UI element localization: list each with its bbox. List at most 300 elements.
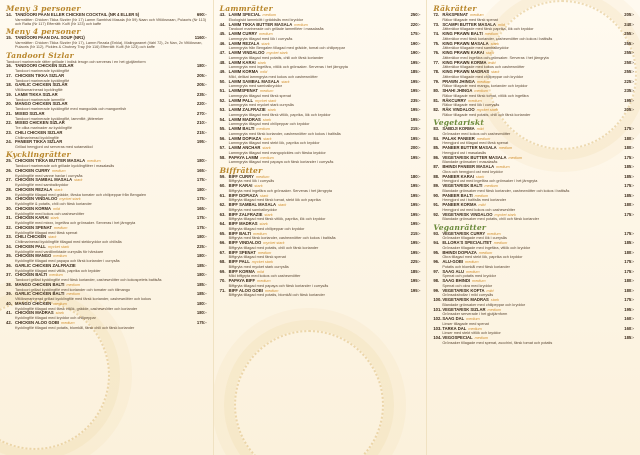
menu-column-left: [0, 0, 213, 455]
item-price: 215:-: [196, 129, 207, 135]
item-number: 43.: [219, 12, 226, 17]
item-name: BIFF SPENAT: [228, 249, 256, 255]
item-description: Jätteräkor tillagade med chilipeppar och kryddor: [442, 74, 524, 79]
item-number: 27.: [6, 177, 12, 183]
item-description: Linser tillagade med spenat: [442, 321, 489, 326]
spice-level: medium: [66, 292, 80, 297]
spice-level: medium: [474, 336, 489, 340]
item-number: 35.: [6, 253, 12, 259]
spice-level: mycket stark: [494, 212, 516, 217]
item-price: 195:-: [410, 192, 421, 198]
menu-item: [220, 89, 421, 98]
item-number: 39.: [6, 291, 12, 297]
spice-level: medium: [474, 193, 489, 198]
item-price: 235:-: [410, 97, 421, 103]
item-number: 83.: [433, 126, 440, 131]
menu-item: [6, 36, 207, 49]
item-number: 92.: [433, 211, 440, 217]
item-price: 160:-: [624, 316, 635, 321]
spice-level: stark: [55, 311, 64, 316]
item-description: Grönsaker med kokos och cashewnötter: [442, 131, 511, 136]
item-description: Lammgryta tillagad med potatis, chili och färsk koriander: [228, 55, 324, 60]
item-price: 270:-: [196, 110, 207, 116]
menu-item: [433, 89, 634, 98]
spice-level: stark: [259, 222, 268, 226]
section-title: Veganrätter: [433, 222, 487, 232]
item-name: VEGETARISK SIZLAR: [442, 306, 486, 312]
item-description: Tandoori grillad kycklingfilé med färsk koriander, cashewnötter och kokospelets baltisås: [15, 278, 162, 283]
spice-level: medium: [257, 250, 272, 255]
item-price: 250:-: [410, 12, 421, 17]
item-name: PANEER TIKKA SIZLAR: [15, 139, 63, 145]
item-description: Varmrätter: Chicken Tikka Sizzler (Nr 17), Lamm Rezala (Enkla), Malingaranet (Vahl 72), 2x Nan, 2x Vitlöksnan, Pulaoris (Nr 112), Pickles & Chutney Tray (Nr 116) Efterrätt: Kulfi (Nr 123) och kaffe: [15, 41, 203, 50]
item-name: CHICKEN TIKKA BUTTER MASALA: [15, 158, 86, 164]
item-number: 28.: [6, 186, 12, 192]
item-number: 31.: [6, 215, 12, 221]
item-number: 76.: [433, 50, 440, 55]
item-number: 38.: [6, 281, 12, 287]
item-price: 235:-: [196, 91, 207, 97]
item-description: Biffgryta tillagad med potatis, chili och färsk koriander: [228, 245, 319, 250]
spice-level: medium: [49, 273, 63, 278]
spice-level: stark: [475, 174, 485, 179]
item-name: PAPAYA BIFF: [228, 278, 256, 283]
spice-level: stark: [74, 178, 83, 183]
menu-item: [433, 146, 634, 155]
item-name: BIFF CURRY: [228, 173, 254, 179]
item-name: VEGETARISK MADRAS: [442, 297, 489, 302]
spice-level: medium: [465, 260, 479, 264]
item-description: Lammgryta tillagad med stekt lök, paprika och kryddor: [228, 141, 320, 146]
item-number: 95.: [433, 249, 440, 255]
item-description: Grönsaker tillagade med ingefära, vitlök och kryddor: [442, 245, 531, 250]
spice-level: medium: [476, 79, 491, 84]
menu-column-middle: [213, 0, 427, 455]
item-description: Jätteräkor tillagade med sambalkryddor: [442, 46, 509, 51]
spice-level: medium: [470, 13, 484, 17]
item-number: 44.: [219, 21, 226, 27]
item-price: 195:-: [410, 116, 421, 122]
item-price: 195:-: [410, 240, 421, 245]
item-number: 93.: [433, 230, 440, 236]
item-name: KING PRAWN MASALA: [442, 40, 489, 46]
spice-level: medium: [259, 89, 274, 93]
item-description: Tandoori marinerade och grillade kycklingfiléer i masalasås: [15, 164, 115, 169]
menu-item: [220, 222, 421, 231]
item-name: RÄKCURRY: [442, 97, 467, 103]
menu-item: [433, 70, 634, 79]
item-number: 22.: [6, 120, 12, 126]
item-price: 180:-: [196, 158, 207, 164]
item-description: Räkor tillagade med lök i currysås: [442, 103, 500, 108]
item-price: 195:-: [624, 97, 635, 103]
item-name: KING PRAWN MADRAS: [442, 69, 490, 74]
item-name: LAMM KARAI: [228, 59, 256, 65]
item-name: CHICKEN KARAI: [15, 215, 49, 221]
item-number: 46.: [219, 40, 226, 46]
item-description: Tandoori marinerade kycklingfilé: [15, 69, 70, 74]
item-description: Jätteräkor med färsk koriander, cashewnötter och kokos i baltisås: [442, 36, 553, 41]
item-name: CHICKEN MANGO: [15, 253, 52, 259]
spice-level: medium: [53, 254, 67, 259]
item-description: Lammgryta tillagad med mangopickles och färska kryddor: [228, 150, 326, 155]
item-description: Lammgryta tillagad med lök i currysås: [228, 36, 293, 41]
item-name: PANEER BUTTER MASALA: [442, 145, 497, 150]
item-number: 73.: [433, 21, 440, 27]
item-description: Biffgryta med lök i currysås: [228, 179, 275, 184]
item-number: 94.: [433, 240, 440, 245]
item-description: Tandoori marinerade kycklingfilé, lammfilé, jättereker: [15, 116, 104, 121]
spice-level: mild: [497, 22, 505, 27]
item-price: 195:-: [410, 59, 421, 65]
menu-item: [220, 32, 421, 41]
item-number: 70.: [219, 278, 226, 283]
item-name: SAAG DAL: [442, 316, 465, 321]
spice-level: stark: [259, 193, 269, 198]
item-description: Vitlöksmarinerad grillad kycklingfilé med färsk koriander, cashewnötter och kokos: [15, 297, 152, 302]
item-price: 690:-: [196, 12, 207, 17]
spice-level: mild: [53, 206, 61, 211]
item-description: Blandade grönsaker med färsk koriander, cashewnötter och kokos i baltisås: [442, 188, 570, 193]
item-description: Lammgryta från Bengalen tillagad med grädde, tomat och chilipeppar: [228, 46, 345, 51]
item-price: 180:-: [196, 310, 207, 316]
menu-item: [433, 13, 634, 22]
item-description: Kycklingfilé med sambalkryddor: [15, 183, 69, 188]
item-number: 62.: [219, 202, 226, 207]
item-price: 255:-: [624, 50, 635, 55]
item-name: CHICKEN MADRAS: [15, 310, 54, 316]
item-name: SABDJI KORMA: [442, 126, 475, 131]
item-number: 91.: [433, 202, 440, 207]
item-name: LAMM VINDALOO: [228, 50, 265, 55]
item-name: GARLIC CHICKEN ZALFRAZIE: [15, 262, 76, 268]
item-description: Okra och hemgjord ost med kryddor: [442, 169, 503, 174]
item-name: BHINDI PANEER MASALA: [442, 164, 495, 169]
menu-item: [433, 32, 634, 41]
item-price: 190:-: [410, 50, 421, 55]
item-description: Okra tillagad med stekt lök, paprika och kryddor: [442, 255, 523, 260]
item-name: VEGOSPECIAL: [442, 335, 473, 340]
spice-level: stark: [50, 216, 59, 221]
item-description: Kycklingfilé tillagad med grädde, färska tomater och chilipeppar från Bengalen: [15, 192, 147, 197]
item-price: 160:-: [624, 325, 635, 331]
spice-level: medium: [87, 159, 101, 164]
item-price: 175:-: [624, 126, 635, 131]
item-description: Jätteräkor med ingefära och grönsaker. Serveras i het järngryta: [442, 55, 549, 60]
item-description: Tandoori marinerade och grillade lammfiléer i masalasås: [228, 27, 324, 32]
item-price: 195:-: [410, 287, 421, 293]
section-title: Biffrätter: [219, 165, 263, 175]
item-price: 1160:-: [194, 35, 207, 41]
item-name: LAMM MADRAS: [228, 116, 261, 122]
item-name: BIFF KARAI: [228, 183, 253, 188]
item-price: 175:-: [196, 177, 207, 183]
spice-level: mild: [486, 288, 494, 293]
item-description: Ekologiskt lammkött i gräddsås med kryddor: [228, 17, 304, 22]
item-number: 50.: [219, 78, 226, 84]
item-price: 185:-: [624, 335, 635, 340]
item-description: Tandoori marinerade kycklingfilé: [15, 78, 70, 83]
item-number: 14.: [6, 12, 12, 17]
item-price: 225:-: [196, 243, 207, 249]
spice-level: mycket stark: [59, 197, 81, 202]
item-description: Spenat och potatis med kryddor: [442, 274, 496, 279]
item-number: 25.: [6, 158, 12, 164]
item-name: MIXED CHICKEN SIZLAR: [15, 120, 65, 126]
item-price: 180:-: [196, 272, 207, 278]
item-description: Linser med stekt vitlök och kryddor: [442, 331, 501, 336]
spice-level: medium: [61, 320, 75, 325]
item-name: KING PRAWN KARAI: [442, 50, 484, 55]
item-price: 165:-: [196, 205, 207, 211]
item-name: ELLORA'S SPECIALITET: [442, 240, 492, 245]
spice-level: stark: [278, 203, 287, 207]
item-number: 26.: [6, 167, 12, 173]
item-description: Blandade grönsaker med chilipeppar och kryddor: [442, 302, 526, 307]
spice-level: mycket stark: [47, 244, 70, 249]
item-description: Lammgryta med färsk koriander, cashewnötter och kokos i baltisås: [228, 131, 341, 136]
item-name: CHILI CHICKEN SIZLAR: [15, 129, 63, 135]
item-price: 225:-: [410, 259, 421, 264]
item-number: 101.: [433, 306, 442, 312]
item-description: Hemgjord ost med ingefära och grönsaker i het järngryta: [442, 179, 538, 184]
item-description: Tre olika marinader av kycklingfilé: [15, 126, 73, 131]
item-name: CHICKEN KORMA: [15, 205, 52, 211]
item-description: Grönsaker tillagade med spenat, zucchini, färsk tomat och potatis: [442, 340, 553, 345]
item-price: 250:-: [624, 59, 635, 65]
item-number: 53.: [219, 107, 226, 112]
spice-level: medium: [487, 231, 501, 236]
item-description: Kycklingfilé tillagad med färsk spenat: [15, 230, 78, 235]
item-name: LAMM TIKKA SIZLAR: [15, 91, 58, 97]
item-number: 41.: [6, 310, 12, 316]
spice-level: mycket stark: [266, 51, 288, 55]
item-name: BIFF ALOO GOBI: [228, 287, 263, 293]
item-price: 175:-: [624, 268, 635, 274]
item-number: 90.: [433, 192, 440, 198]
item-description: Tandoori grillad kycklingfilé med koriander och tomater och tillmango: [15, 287, 131, 292]
item-price: 175:-: [410, 31, 421, 36]
item-description: Räkor tillagade med färsk tomat, vitlök och ingefära: [442, 93, 529, 98]
item-name: BHINDI DOPIAZA: [442, 249, 477, 255]
item-number: 68.: [219, 259, 226, 264]
item-number: 42.: [6, 319, 12, 325]
menu-item: [433, 184, 634, 193]
menu-item: [6, 321, 207, 330]
spice-level: medium: [257, 279, 271, 283]
menu-item: [433, 251, 634, 260]
menu-item: [220, 241, 421, 250]
item-name: BIFF BALTI: [228, 230, 252, 236]
spice-level: mild: [256, 269, 264, 274]
item-number: 59.: [219, 173, 226, 179]
item-price: 185:-: [196, 291, 207, 297]
section-title: Meny 4 personer: [6, 27, 81, 37]
spice-level: medium: [53, 225, 68, 230]
item-number: 24.: [6, 139, 12, 145]
mandala-ornament: [234, 330, 384, 455]
item-number: 81.: [433, 97, 440, 103]
menu-item: [220, 203, 421, 212]
spice-level: stark: [264, 212, 273, 217]
item-description: Kycklingfilé tillagad med vitlök, paprika och krydder: [15, 268, 101, 273]
item-number: 45.: [219, 31, 226, 36]
item-price: 195:-: [410, 249, 421, 255]
item-name: LAMM SAMBAL MASALA: [228, 78, 280, 84]
menu-item: [220, 70, 421, 79]
item-name: LAMM KORMA: [228, 69, 259, 74]
menu-item: [220, 51, 421, 60]
item-description: Biffgryta tillagad med chilipeppar och kryddor: [228, 226, 305, 231]
menu-item: [220, 279, 421, 288]
item-description: Mild, delikat lammgryta med kokos och cashewnötter: [228, 74, 318, 79]
item-price: 255:-: [624, 40, 635, 46]
item-number: 40.: [6, 300, 12, 306]
item-price: 175:-: [196, 319, 207, 325]
item-number: 96.: [433, 259, 440, 264]
spice-level: medium: [466, 317, 480, 321]
item-number: 104.: [433, 335, 442, 340]
item-price: 180:-: [196, 186, 207, 192]
item-name: MANGO CHICKEN: [15, 300, 52, 306]
item-number: 66.: [219, 240, 226, 245]
item-number: 72.: [433, 12, 440, 17]
item-description: Grönsaker tillagade med lök i currysås: [442, 236, 507, 241]
spice-level: stark: [486, 51, 495, 55]
item-name: CHICKEN TIKKA SIZLAR: [15, 72, 65, 78]
item-number: 99.: [433, 287, 440, 293]
spice-level: mild: [488, 60, 496, 65]
item-number: 58.: [219, 154, 226, 160]
item-number: 63.: [219, 211, 226, 217]
item-description: Kycklingfilé tillagad med potatis, blomkål, färsk chili och färsk koriander: [15, 325, 135, 330]
item-price: 175:-: [624, 211, 635, 217]
spice-level: mild: [476, 127, 484, 131]
item-name: BIFF MADRAS: [228, 221, 258, 226]
spice-level: medium: [255, 174, 270, 179]
menu-item: [433, 279, 634, 288]
item-name: CHICKEN SPENAT: [15, 224, 52, 230]
spice-level: medium: [472, 279, 486, 283]
item-price: 255:-: [624, 31, 635, 36]
item-name: PANEER KARAI: [442, 173, 474, 179]
item-price: 215:-: [410, 230, 421, 236]
item-name: PANEER KORMA: [442, 202, 477, 207]
item-description: Chilimarinerad kycklingfilé tillagad med stekkryddor och chilisås: [15, 240, 122, 245]
item-number: 29.: [6, 196, 12, 202]
item-price: 195:-: [410, 183, 421, 188]
item-price: 180:-: [196, 253, 207, 259]
spice-level: medium: [478, 250, 493, 255]
item-price: 185:-: [410, 268, 421, 274]
menu-item: [433, 260, 634, 269]
item-price: 175:-: [624, 154, 635, 160]
spice-level: stark: [48, 235, 57, 240]
item-number: 33.: [6, 234, 12, 240]
menu-item: [220, 184, 421, 193]
item-number: 98.: [433, 278, 440, 283]
item-name: LAMM TIKKA BUTTER MASALA: [228, 21, 293, 27]
item-name: RÄKSPENAT: [442, 12, 469, 17]
item-name: CHICKEN CURRY: [15, 167, 50, 173]
item-description: Jätteräkor tillagade med kokos och cashewnötter: [442, 65, 525, 70]
item-description: Grillad hemgjord ost serveras med sotamatlod: [15, 145, 93, 150]
item-price: 190:-: [410, 40, 421, 46]
item-price: 195:-: [624, 306, 635, 312]
item-price: 195:-: [410, 78, 421, 84]
item-number: 17.: [6, 72, 12, 78]
menu-item: [220, 156, 421, 165]
item-name: BIFF KORMA: [228, 268, 255, 274]
item-description: Biffgryta med färsk koriander, cashewnötter och kokos i baltisås: [228, 236, 336, 241]
item-description: Biffgryta tillagad med färsk spenat: [228, 255, 286, 260]
spice-level: stark: [54, 187, 63, 192]
item-number: 85.: [433, 145, 440, 150]
item-price: 180:-: [624, 287, 635, 293]
item-description: Biffgryta tillagad med potatis, blomkål och färsk koriander: [228, 293, 325, 298]
item-name: SCAMPI BUTTER MASALA: [442, 21, 496, 27]
spice-level: medium: [253, 231, 267, 236]
item-price: 200:-: [410, 145, 421, 150]
spice-level: medium: [508, 155, 522, 160]
item-description: Varmrätter: Chicken Tikka Sizzler (Nr 17) Lamm Sambhal Masala (Nr 59) Naan och Vitlöksnaan, Pulaoris (Nr 113) och Raita (Nr 117) Efterrätt: Kulfi (Nr 123) och kaffe: [15, 17, 206, 26]
item-price: 175:-: [624, 230, 635, 236]
item-name: VEGETARISK VINDALOO: [442, 211, 493, 217]
spice-level: medium: [474, 89, 488, 93]
spice-level: medium: [496, 165, 510, 169]
spice-level: mycket stark: [251, 260, 274, 264]
item-name: PRAWN JHINGA: [442, 78, 475, 84]
menu-item: [220, 127, 421, 136]
item-number: 79.: [433, 78, 440, 84]
item-number: 100.: [433, 297, 442, 302]
item-number: 61.: [219, 192, 226, 198]
menu-item: [220, 146, 421, 155]
spice-level: medium: [264, 288, 279, 293]
spice-level: medium: [53, 301, 67, 306]
item-number: 86.: [433, 154, 440, 160]
item-number: 37.: [6, 272, 12, 278]
item-number: 84.: [433, 135, 440, 141]
section-title: Lammrätter: [219, 4, 273, 13]
spice-level: medium: [484, 32, 499, 36]
item-price: 220:-: [196, 101, 207, 107]
item-description: Hemgjord ost i masalasås: [442, 150, 487, 155]
item-price: 195:-: [410, 107, 421, 112]
spice-level: medium: [468, 326, 482, 331]
item-number: 30.: [6, 205, 12, 211]
menu-item: [220, 289, 421, 298]
spice-level: stark: [281, 79, 290, 84]
item-price: 205:-: [624, 12, 635, 17]
spice-level: medium: [51, 168, 66, 173]
item-number: 102.: [433, 316, 442, 321]
item-name: CHILI CHICKEN: [15, 234, 47, 240]
item-description: Räkor tillagade med potatis, chili och färsk koriander: [442, 112, 531, 117]
item-number: 49.: [219, 69, 226, 74]
item-number: 64.: [219, 221, 226, 226]
item-price: 195:-: [196, 139, 207, 145]
item-price: 180:-: [624, 202, 635, 207]
item-number: 97.: [433, 268, 440, 274]
item-name: MANGO CHICKEN SIZLAR: [15, 101, 68, 107]
spice-level: medium: [484, 184, 498, 188]
item-name: SAAG BHINDI: [442, 278, 471, 283]
spice-level: stark: [490, 41, 499, 46]
item-name: PALAK PANEER: [442, 135, 475, 141]
item-description: Lammgryta med sambalkryddor: [228, 84, 283, 89]
item-name: CHICKEN ALOO GOBI: [15, 319, 60, 325]
